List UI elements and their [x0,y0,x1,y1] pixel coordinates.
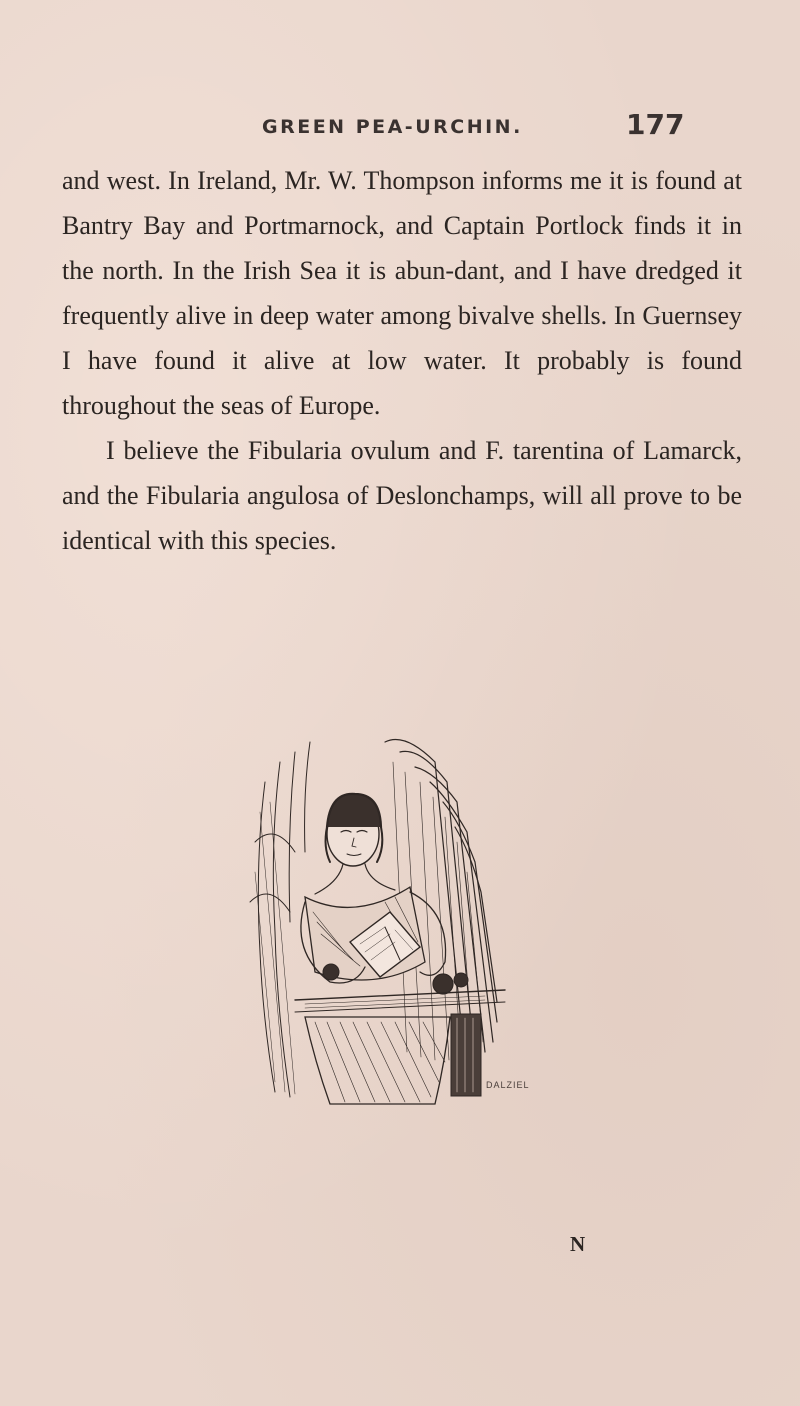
body-text [62,158,742,563]
paragraph-2: I believe the Fibularia ovulum and F. tarentina of Lamarck, and the Fibularia angulosa of Deslonchamps, will all prove to be identical with this species. [62,436,742,555]
woman-reading-engraving [235,722,535,1112]
engraver-signature: DALZIEL [486,1080,530,1090]
page-number: 177 [626,108,685,141]
paragraph-1: and west. In Ireland, Mr. W. Thompson informs me it is found at Bantry Bay and Portmarnock, and Captain Portlock finds it in the north. In the Irish Sea it is abun-dant, and I have dredged it frequently alive in deep water among bivalve shells. In Guernsey I have found it alive at low water. It probably is found throughout the seas of Europe. [62,166,742,420]
running-head [0,108,800,148]
signature-mark: N [570,1232,586,1256]
running-head-title: GREEN PEA-URCHIN. [262,116,523,138]
